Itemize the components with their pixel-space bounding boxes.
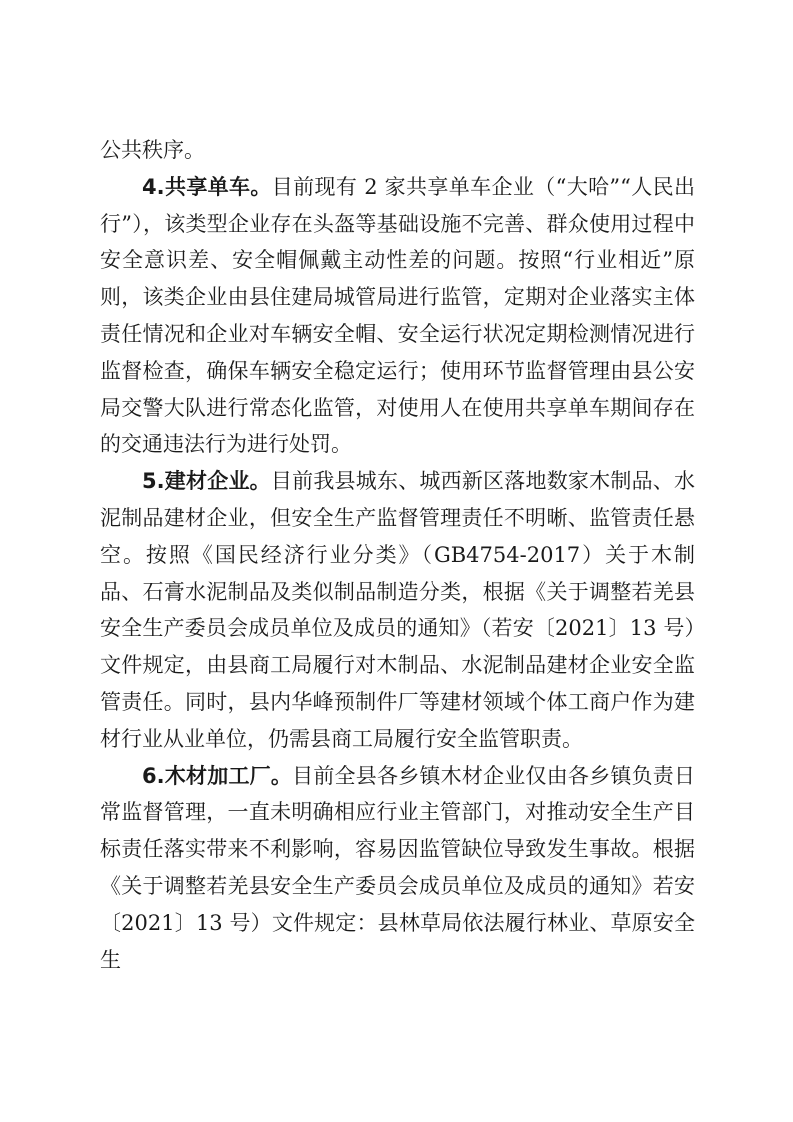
paragraph-text: 目前我县城东、城西新区落地数家木制品、水泥制品建材企业，但安全生产监督管理责任不明晰、监管责任悬空。按照《国民经济行业分类》（GB4754-2017）关于木制品、石膏水泥制品及类似制品制造分类，根据《关于调整若羌县安全生产委员会成员单位及成员的通知》（若安〔2021〕13 号）文件规定，由县商工局履行对木制品、水泥制品建材企业安全监管责任。同时，县内华峰预制件厂等建材领域个体工商户作为建材行业从业单位，仍需县商工局履行安全监管职责。 [100, 469, 695, 751]
section-heading-wood-processing: 6.木材加工厂。 [142, 763, 293, 788]
paragraph-text: 目前全县各乡镇木材企业仅由各乡镇负责日常监督管理，一直未明确相应行业主管部门，对推动安全生产目标责任落实带来不利影响，容易因监管缺位导致发生事故。根据《关于调整若羌县安全生产委员会成员单位及成员的通知》若安〔2021〕13 号）文件规定：县林草局依法履行林业、草原安全生 [100, 763, 696, 972]
paragraph-wood-processing [100, 758, 695, 979]
paragraph-building-materials [100, 463, 695, 757]
section-heading-building-materials: 5.建材企业。 [142, 469, 271, 494]
paragraph-text: 公共秩序。 [100, 138, 205, 162]
section-heading-shared-bikes: 4.共享单车。 [142, 174, 272, 199]
paragraph-shared-bikes [100, 169, 695, 463]
paragraph-text: 目前现有 2 家共享单车企业（“大哈”“人民出行”），该类型企业存在头盔等基础设施不完善、群众使用过程中安全意识差、安全帽佩戴主动性差的问题。按照“行业相近”原则，该类企业由县住建局城管局进行监管，定期对企业落实主体责任情况和企业对车辆安全帽、安全运行状况定期检测情况进行监督检查，确保车辆安全稳定运行；使用环节监督管理由县公安局交警大队进行常态化监管，对使用人在使用共享单车期间存在的交通违法行为进行处罚。 [100, 174, 695, 457]
document-body [100, 132, 695, 978]
paragraph-continuation [100, 132, 695, 169]
